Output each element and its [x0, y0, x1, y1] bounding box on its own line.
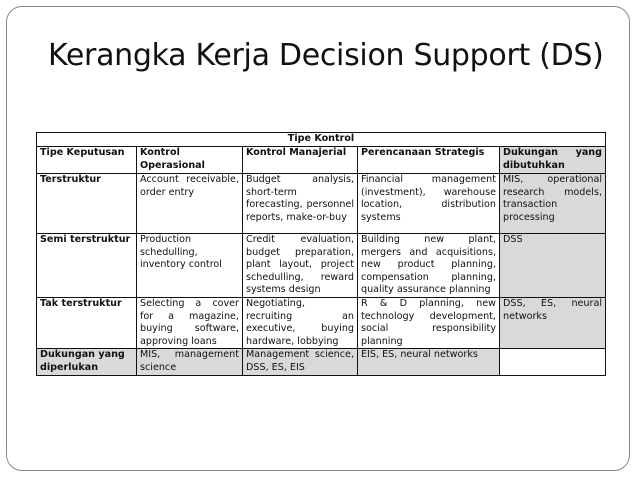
cell-operasional: Selecting a cover for a magazine, buying software, approving loans — [137, 298, 243, 349]
table-row — [37, 174, 606, 234]
cell-operasional: Production schedulling, inventory control — [137, 234, 243, 298]
cell-strategis: Building new plant, mergers and acquisitions, new product planning, compensation planning, quality assurance planning — [358, 234, 500, 298]
cell-manajerial: Negotiating, recruiting an executive, buying hardware, lobbying — [243, 298, 358, 349]
row-label-tak-terstruktur: Tak terstruktur — [37, 298, 137, 349]
cell-manajerial: Credit evaluation, budget preparation, plant layout, project schedulling, reward systems design — [243, 234, 358, 298]
table-row — [37, 234, 606, 298]
cell-strategis: Financial management (investment), warehouse location, distribution systems — [358, 174, 500, 234]
cell-dukungan: DSS — [500, 234, 606, 298]
table-row — [37, 298, 606, 349]
super-header-row — [37, 133, 606, 147]
support-cell-strategis: EIS, ES, neural networks — [358, 349, 500, 376]
slide-title: Kerangka Kerja Decision Support (DS) — [48, 38, 604, 73]
row-label-terstruktur: Terstruktur — [37, 174, 137, 234]
header-dukungan-dibutuhkan: Dukungan yang dibutuhkan — [500, 147, 606, 174]
cell-dukungan: MIS, operational research models, transaction processing — [500, 174, 606, 234]
header-kontrol-manajerial: Kontrol Manajerial — [243, 147, 358, 174]
header-kontrol-operasional: Kontrol Operasional — [137, 147, 243, 174]
cell-dukungan: DSS, ES, neural networks — [500, 298, 606, 349]
super-header-cell: Tipe Kontrol — [37, 133, 606, 147]
header-perencanaan-strategis: Perencanaan Strategis — [358, 147, 500, 174]
support-row — [37, 349, 606, 376]
row-label-semi-terstruktur: Semi terstruktur — [37, 234, 137, 298]
header-row — [37, 147, 606, 174]
support-row-label: Dukungan yang diperlukan — [37, 349, 137, 376]
header-tipe-keputusan: Tipe Keputusan — [37, 147, 137, 174]
decision-support-table-wrap — [36, 132, 605, 376]
support-cell-operasional: MIS, management science — [137, 349, 243, 376]
cell-operasional: Account receivable, order entry — [137, 174, 243, 234]
cell-strategis: R & D planning, new technology development, social responsibility planning — [358, 298, 500, 349]
support-cell-manajerial: Management science, DSS, ES, EIS — [243, 349, 358, 376]
decision-support-table — [36, 132, 606, 376]
cell-manajerial: Budget analysis, short-term forecasting, personnel reports, make-or-buy — [243, 174, 358, 234]
support-cell-empty — [500, 349, 606, 376]
